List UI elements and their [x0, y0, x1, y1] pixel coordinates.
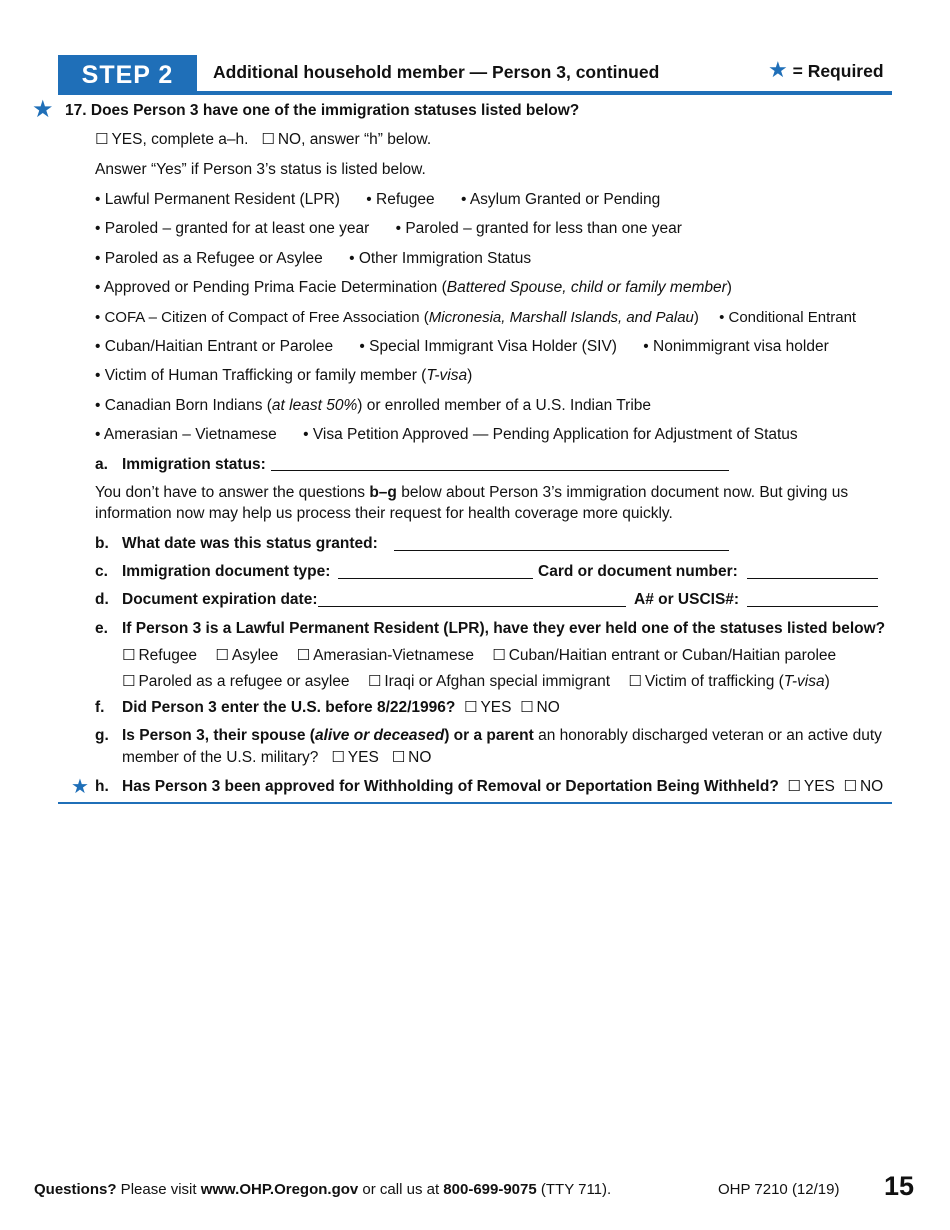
- option-iraqi-afghan[interactable]: [368, 673, 610, 690]
- form-id: OHP 7210 (12/19): [718, 1181, 840, 1198]
- expiration-date-label: Document expiration date:: [122, 591, 318, 608]
- status-list-row: [95, 190, 660, 210]
- q17-yes-label: YES, complete a–h.: [111, 131, 249, 148]
- page-number: 15: [884, 1171, 915, 1201]
- status-item: Conditional Entrant: [728, 309, 857, 326]
- option-label: YES: [347, 749, 379, 766]
- status-item: Visa Petition Approved — Pending Application for Adjustment of Status: [312, 426, 798, 443]
- footer-text: Please visit: [116, 1181, 201, 1198]
- status-item: Approved or Pending Prima Facie Determination (: [103, 279, 447, 296]
- q17-instruction: Answer “Yes” if Person 3’s status is listed below.: [95, 161, 426, 178]
- item-g: [95, 726, 882, 746]
- status-item: Lawful Permanent Resident (LPR): [104, 191, 340, 208]
- bullet: •: [359, 338, 365, 355]
- checkbox-icon[interactable]: ☐: [628, 673, 642, 690]
- option-label: NO: [859, 778, 884, 795]
- status-item: COFA – Citizen of Compact of Free Association (: [104, 309, 429, 326]
- document-type-label: Immigration document type:: [122, 563, 331, 580]
- option-label: Refugee: [138, 647, 198, 664]
- veteran-question-text: member of the U.S. military?: [122, 749, 319, 766]
- option-label: Victim of trafficking (: [644, 673, 784, 690]
- section-bottom-rule: [58, 802, 892, 804]
- checkbox-icon[interactable]: ☐: [787, 778, 801, 795]
- status-item: Nonimmigrant visa holder: [653, 338, 829, 355]
- optional-note-line2: information now may help us process their request for health coverage more quickly.: [95, 505, 673, 522]
- item-c: [95, 562, 330, 582]
- item-e: [95, 619, 885, 639]
- checkbox-icon[interactable]: ☐: [391, 749, 406, 766]
- paren: ): [726, 279, 732, 296]
- paren: ): [824, 673, 830, 690]
- status-list-row: [95, 249, 531, 269]
- item-letter: c.: [95, 563, 108, 580]
- phone-number[interactable]: 800-699-9075: [443, 1181, 537, 1198]
- step-label: STEP 2: [81, 61, 174, 89]
- status-item: Paroled as a Refugee or Asylee: [104, 250, 323, 267]
- checkbox-icon[interactable]: ☐: [492, 647, 506, 664]
- status-item: Paroled – granted for at least one year: [104, 220, 370, 237]
- option-refugee[interactable]: [122, 647, 197, 664]
- item-letter: d.: [95, 591, 109, 608]
- lpr-question: If Person 3 is a Lawful Permanent Resident (LPR), have they ever held one of the statuses listed below?: [122, 620, 886, 637]
- required-star-icon: ★: [71, 776, 89, 798]
- option-cuban-haitian[interactable]: [492, 647, 836, 664]
- question-17: [65, 101, 579, 121]
- required-star-icon: ★: [32, 96, 54, 123]
- header-rule: [58, 91, 892, 95]
- status-item-detail: Micronesia, Marshall Islands, and Palau: [428, 309, 694, 326]
- f-yes-option[interactable]: [464, 699, 511, 716]
- status-item-detail: Battered Spouse, child or family member: [446, 279, 727, 296]
- option-label: Asylee: [231, 647, 279, 664]
- option-amerasian[interactable]: [297, 647, 474, 664]
- card-number-label: Card or document number:: [538, 563, 738, 580]
- lpr-options-row2: [122, 672, 830, 692]
- bullet: •: [95, 220, 101, 237]
- status-list-row: [95, 219, 682, 239]
- option-label: YES: [480, 699, 512, 716]
- footer-text: (TTY 711).: [536, 1181, 612, 1198]
- veteran-question: Is Person 3, their spouse (: [122, 727, 315, 744]
- immigration-status-label: Immigration status:: [122, 456, 266, 473]
- status-item-end: ) or enrolled member of a U.S. Indian Tribe: [357, 397, 652, 414]
- bullet: •: [643, 338, 649, 355]
- option-label: Iraqi or Afghan special immigrant: [384, 673, 611, 690]
- option-label: NO: [536, 699, 560, 716]
- h-no-option[interactable]: [844, 778, 884, 795]
- veteran-question-detail: alive or deceased: [314, 727, 445, 744]
- q17-yes-option[interactable]: [95, 131, 253, 148]
- bullet: •: [95, 250, 101, 267]
- bullet: •: [95, 367, 101, 384]
- paren: ): [693, 309, 699, 326]
- item-f: [95, 698, 560, 718]
- item-letter: h.: [95, 778, 109, 795]
- item-letter: e.: [95, 620, 108, 637]
- checkbox-icon[interactable]: ☐: [367, 673, 382, 690]
- item-letter: b.: [95, 535, 109, 552]
- status-list-row: [95, 308, 856, 328]
- lpr-options-row1: [122, 646, 836, 666]
- star-icon: ★: [768, 57, 788, 82]
- option-label: YES: [803, 778, 835, 795]
- required-label: = Required: [792, 61, 884, 81]
- bullet: •: [460, 191, 467, 208]
- paren: ): [467, 367, 473, 384]
- f-no-option[interactable]: [520, 699, 560, 716]
- status-item: Amerasian – Vietnamese: [103, 426, 277, 443]
- bullet: •: [95, 279, 101, 296]
- item-h: [95, 777, 883, 797]
- immigration-status-input[interactable]: [271, 470, 729, 471]
- bullet: •: [95, 191, 101, 208]
- footer-questions: Questions?: [34, 1181, 117, 1198]
- option-label: Cuban/Haitian entrant or Cuban/Haitian parolee: [508, 647, 837, 664]
- bullet: •: [95, 309, 101, 326]
- status-date-input[interactable]: [394, 550, 729, 551]
- bullet: •: [95, 397, 101, 414]
- status-list-row: [95, 278, 732, 298]
- document-type-input[interactable]: [338, 578, 533, 579]
- item-letter: f.: [95, 699, 105, 716]
- note-bold: b–g: [369, 484, 397, 501]
- checkbox-icon[interactable]: ☐: [122, 647, 136, 664]
- bullet: •: [719, 309, 725, 326]
- entry-date-question: Did Person 3 enter the U.S. before 8/22/1996?: [122, 699, 456, 716]
- status-item: Victim of Human Trafficking or family member (: [104, 367, 427, 384]
- status-list-row: [95, 366, 472, 386]
- bullet: •: [349, 250, 355, 267]
- status-item: Canadian Born Indians (: [104, 397, 272, 414]
- g-no-option[interactable]: [392, 749, 432, 766]
- veteran-question-text: an honorably discharged veteran or an active duty: [533, 727, 882, 744]
- checkbox-icon[interactable]: ☐: [296, 647, 311, 664]
- option-label: Paroled as a refugee or asylee: [138, 673, 350, 690]
- item-letter: g.: [95, 727, 109, 744]
- checkbox-icon[interactable]: ☐: [843, 778, 857, 795]
- bullet: •: [303, 426, 309, 443]
- question-number: 17.: [65, 102, 87, 119]
- status-item: Cuban/Haitian Entrant or Parolee: [104, 338, 334, 355]
- option-trafficking[interactable]: [628, 673, 829, 690]
- status-list-row: [95, 425, 798, 445]
- checkbox-icon[interactable]: ☐: [520, 699, 534, 716]
- status-item: Asylum Granted or Pending: [469, 191, 661, 208]
- status-item: Paroled – granted for less than one year: [405, 220, 682, 237]
- option-paroled[interactable]: [122, 673, 350, 690]
- bullet: •: [395, 220, 402, 237]
- checkbox-icon[interactable]: ☐: [215, 647, 229, 664]
- status-list-row: [95, 396, 651, 416]
- page-title: Additional household member — Person 3, continued: [213, 62, 660, 82]
- g-yes-option[interactable]: [331, 749, 378, 766]
- website-link[interactable]: www.OHP.Oregon.gov: [200, 1181, 359, 1198]
- withholding-question: Has Person 3 been approved for Withholding of Removal or Deportation Being Withheld?: [122, 778, 779, 795]
- item-a: [95, 455, 266, 475]
- uscis-input[interactable]: [747, 606, 878, 607]
- item-b: [95, 534, 378, 554]
- h-yes-option[interactable]: [787, 778, 834, 795]
- footer-text: or call us at: [358, 1181, 444, 1198]
- question-text: Does Person 3 have one of the immigration statuses listed below?: [90, 102, 580, 119]
- status-item-detail: T-visa: [426, 367, 468, 384]
- option-label: Amerasian-Vietnamese: [313, 647, 474, 664]
- status-item-detail: at least 50%: [271, 397, 358, 414]
- option-label-detail: T-visa: [783, 673, 825, 690]
- veteran-question: ) or a parent: [444, 727, 534, 744]
- q17-no-option[interactable]: [261, 131, 431, 148]
- option-asylee[interactable]: [215, 647, 278, 664]
- required-legend: [768, 58, 884, 83]
- status-date-label: What date was this status granted:: [122, 535, 378, 552]
- status-list-row: [95, 337, 829, 357]
- checkbox-icon[interactable]: ☐: [95, 131, 109, 148]
- expiration-date-input[interactable]: [318, 606, 626, 607]
- checkbox-icon[interactable]: ☐: [261, 131, 275, 148]
- note-text: below about Person 3’s immigration document now. But giving us: [396, 484, 849, 501]
- uscis-label: A# or USCIS#:: [634, 591, 740, 608]
- status-item: Other Immigration Status: [358, 250, 532, 267]
- item-g-line2: [122, 748, 431, 768]
- checkbox-icon[interactable]: ☐: [122, 673, 136, 690]
- checkbox-icon[interactable]: ☐: [464, 699, 478, 716]
- footer-contact: [34, 1180, 611, 1200]
- bullet: •: [366, 191, 372, 208]
- bullet: •: [95, 426, 101, 443]
- option-label: NO: [408, 749, 432, 766]
- status-item: Refugee: [376, 191, 435, 208]
- optional-note-line1: [95, 483, 848, 503]
- card-number-input[interactable]: [747, 578, 878, 579]
- checkbox-icon[interactable]: ☐: [331, 749, 345, 766]
- item-letter: a.: [95, 456, 108, 473]
- item-d: [95, 590, 318, 610]
- bullet: •: [95, 338, 101, 355]
- q17-answer-row: [95, 130, 431, 150]
- q17-no-label: NO, answer “h” below.: [277, 131, 432, 148]
- note-text: You don’t have to answer the questions: [95, 484, 370, 501]
- status-item: Special Immigrant Visa Holder (SIV): [369, 338, 617, 355]
